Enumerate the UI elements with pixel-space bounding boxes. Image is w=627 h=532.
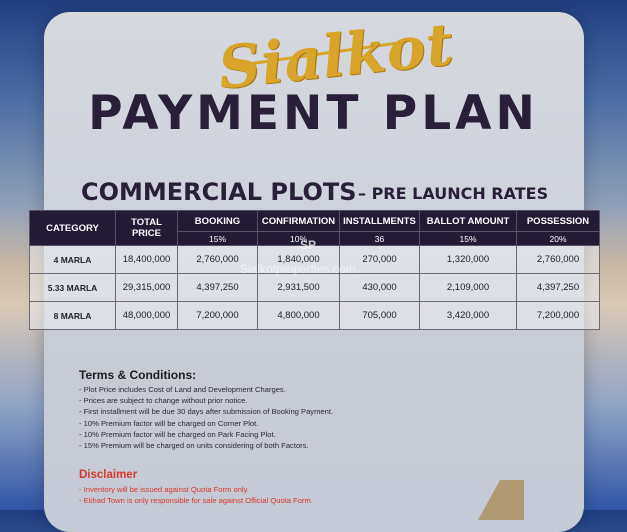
cell-possession: 4,397,250 <box>517 274 600 302</box>
cell-category: 5.33 MARLA <box>30 274 116 302</box>
cell-installments: 705,000 <box>340 302 420 330</box>
header-total-price: TOTAL PRICE <box>116 211 178 246</box>
disclaimer-list <box>79 484 313 506</box>
cell-booking: 7,200,000 <box>178 302 258 330</box>
cell-installments: 430,000 <box>340 274 420 302</box>
watermark-logo: SP <box>300 238 317 252</box>
cell-booking: 4,397,250 <box>178 274 258 302</box>
cell-booking: 2,760,000 <box>178 246 258 274</box>
cell-possession: 2,760,000 <box>517 246 600 274</box>
pct-possession: 20% <box>517 232 600 246</box>
list-item: - 10% Premium factor will be charged on Corner Plot. <box>79 418 259 428</box>
list-item: - First installment will be due 30 days after submission of Booking Payment. <box>79 407 334 417</box>
cell-ballot-amount: 3,420,000 <box>420 302 517 330</box>
cell-confirmation: 1,840,000 <box>258 246 340 274</box>
cell-confirmation: 2,931,500 <box>258 274 340 302</box>
cell-total-price: 18,400,000 <box>116 246 178 274</box>
table-row <box>30 302 600 330</box>
count-installments: 36 <box>340 232 420 246</box>
cell-ballot-amount: 2,109,000 <box>420 274 517 302</box>
cell-installments: 270,000 <box>340 246 420 274</box>
header-installments: INSTALLMENTS <box>340 211 420 232</box>
cell-confirmation: 4,800,000 <box>258 302 340 330</box>
terms-list <box>79 384 333 451</box>
cell-total-price: 48,000,000 <box>116 302 178 330</box>
header-category: CATEGORY <box>30 211 116 246</box>
terms-title: Terms & Conditions: <box>79 368 197 382</box>
list-item: - Plot Price includes Cost of Land and Development Charges. <box>79 385 286 394</box>
header-possession: POSSESSION <box>517 211 600 232</box>
list-item: - 15% Premium will be charged on units considering of both Factors. <box>79 441 309 451</box>
list-item: - Etihad Town is only responsible for sale against Official Quota Form. <box>79 496 313 505</box>
cell-ballot-amount: 1,320,000 <box>420 246 517 274</box>
header-confirmation: CONFIRMATION <box>258 211 340 232</box>
watermark-text: Sialkotproperties.com <box>240 262 356 276</box>
cell-category: 8 MARLA <box>30 302 116 330</box>
pct-ballot: 15% <box>420 232 517 246</box>
section-title: COMMERCIAL PLOTS <box>81 178 357 206</box>
building-graphic <box>478 480 524 520</box>
header-ballot-amount: BALLOT AMOUNT <box>420 211 517 232</box>
table-row <box>30 274 600 302</box>
cell-category: 4 MARLA <box>30 246 116 274</box>
city-script-title: Sialkot <box>215 9 458 103</box>
list-item: - Prices are subject to change without prior notice. <box>79 396 248 406</box>
pct-booking: 15% <box>178 232 258 246</box>
header-booking: BOOKING <box>178 211 258 232</box>
list-item: - 10% Premium factor will be charged on Park Facing Plot. <box>79 429 276 439</box>
disclaimer-title: Disclaimer <box>79 469 138 481</box>
cell-total-price: 29,315,000 <box>116 274 178 302</box>
list-item: - Inventory will be issued against Quota Form only. <box>79 485 249 494</box>
cell-possession: 7,200,000 <box>517 302 600 330</box>
pct-confirmation: 10% <box>258 232 340 246</box>
page-title: PAYMENT PLAN <box>88 86 539 141</box>
section-tag: – PRE LAUNCH RATES <box>358 184 549 203</box>
